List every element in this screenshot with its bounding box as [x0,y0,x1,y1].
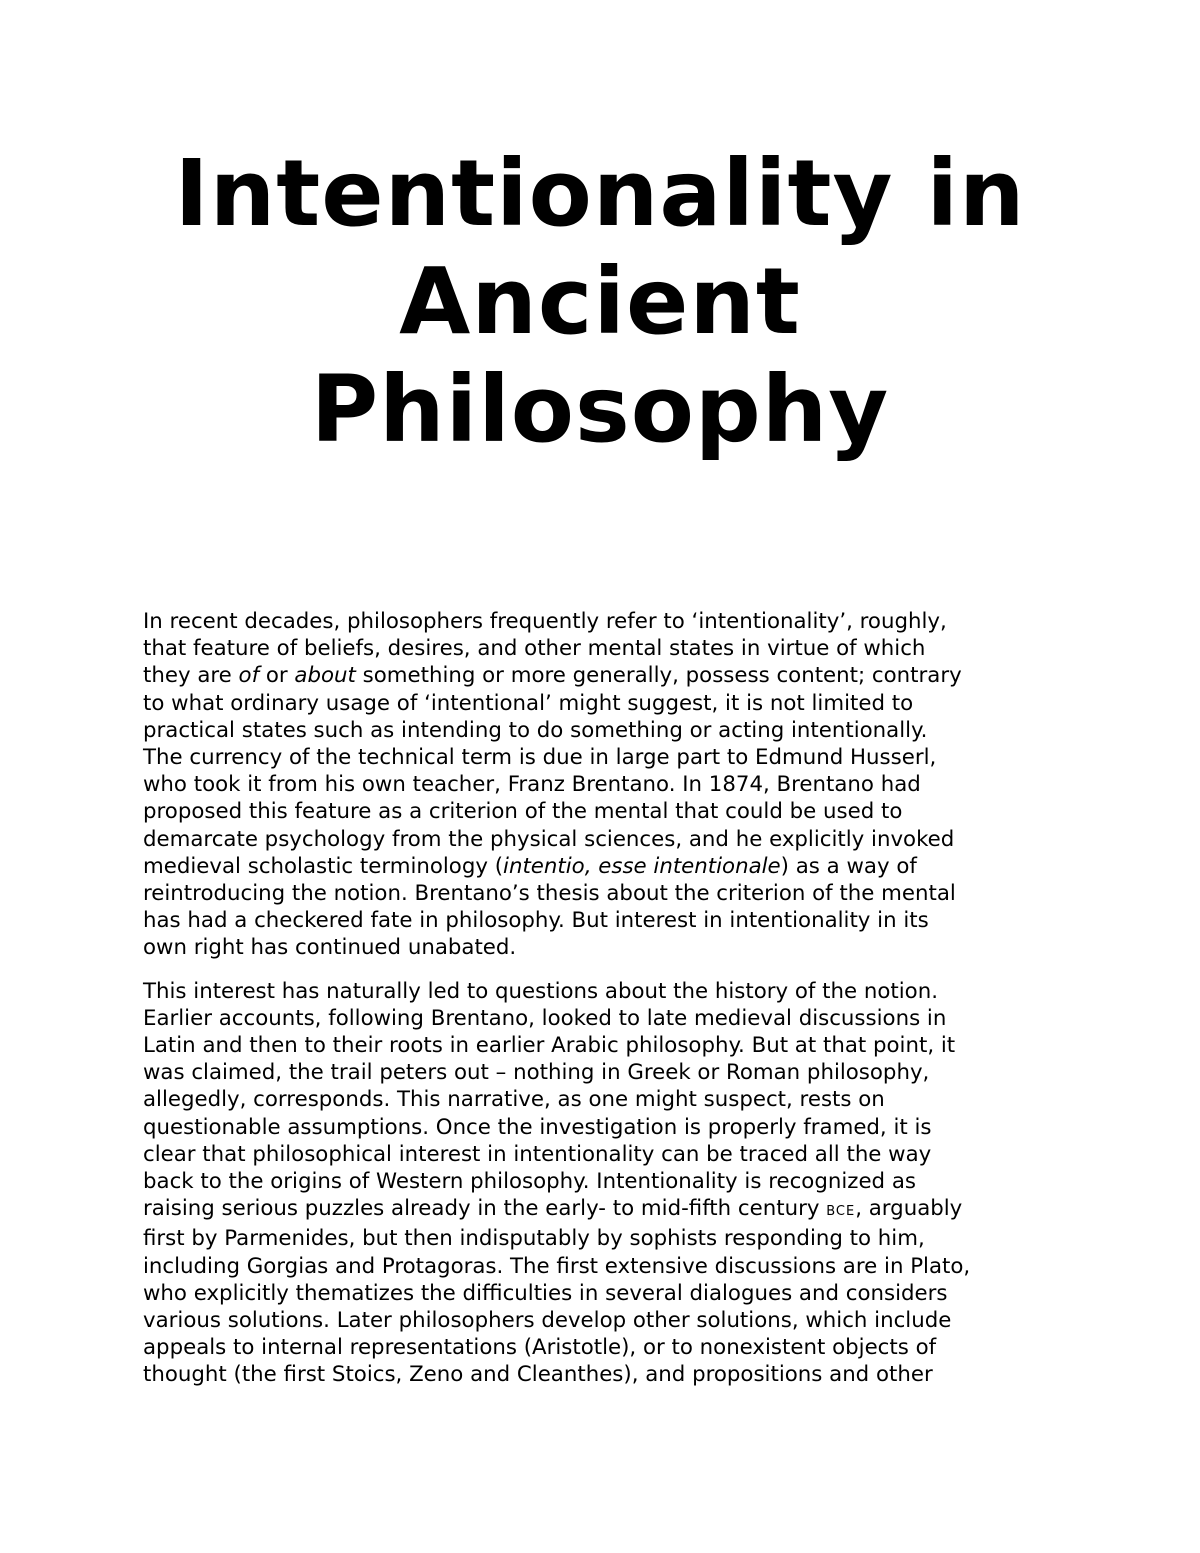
text-line: various solutions. Later philosophers develop other solutions, which include [143,1308,952,1334]
text-line: who explicitly thematizes the difficulties in several dialogues and considers [143,1280,948,1306]
italic-run: intentio, esse intentionale [503,853,781,879]
text-line: Earlier accounts, following Brentano, looked to late medieval discussions in [143,1005,947,1031]
text-run: they are [143,663,239,689]
text-line [143,853,1083,880]
text-line: Latin and then to their roots in earlier Arabic philosophy. But at that point, it [143,1033,956,1059]
text-line: back to the origins of Western philosophy. Intentionality is recognized as [143,1169,916,1195]
text-run: raising serious puzzles already in the early- to mid-fifth century [143,1196,827,1222]
text-run: , arguably [855,1196,963,1222]
text-line: first by Parmenides, but then indisputably by sophists responding to him, [143,1226,925,1252]
text-line: proposed this feature as a criterion of the mental that could be used to [143,799,903,825]
text-line: has had a checkered fate in philosophy. But interest in intentionality in its [143,908,929,934]
paragraph-2 [143,978,1083,1389]
text-line: to what ordinary usage of ‘intentional’ might suggest, it is not limited to [143,690,914,716]
text-line: own right has continued unabated. [143,935,517,961]
document-body [143,608,1083,1389]
text-line: This interest has naturally led to questions about the history of the notion. [143,978,938,1004]
text-line: including Gorgias and Protagoras. The first extensive discussions are in Plato, [143,1253,971,1279]
text-line: In recent decades, philosophers frequently refer to ‘intentionality’, roughly, [143,609,947,634]
italic-run: about [294,663,356,689]
text-line: that feature of beliefs, desires, and other mental states in virtue of which [143,636,926,662]
text-line: clear that philosophical interest in intentionality can be traced all the way [143,1141,932,1167]
small-caps-run: BCE [826,1204,856,1220]
title-line-3: Philosophy [310,356,890,463]
text-line: was claimed, the trail peters out – nothing in Greek or Roman philosophy, [143,1060,930,1086]
text-line: questionable assumptions. Once the investigation is properly framed, it is [143,1114,932,1140]
text-line: reintroducing the notion. Brentano’s thesis about the criterion of the mental [143,881,956,907]
text-line: allegedly, corresponds. This narrative, as one might suspect, rests on [143,1087,885,1113]
title-line-2: Ancient [399,248,801,355]
text-line [143,1195,1083,1225]
title-line-1: Intentionality in [174,140,1026,247]
text-run: or [259,663,295,689]
text-run: medieval scholastic terminology ( [143,853,504,879]
text-run: ) as a way of [780,853,917,879]
text-line: appeals to internal representations (Aristotle), or to nonexistent objects of [143,1335,937,1361]
text-line: who took it from his own teacher, Franz Brentano. In 1874, Brentano had [143,772,921,798]
text-run: something or more generally, possess content; contrary [355,663,962,689]
paragraph-1 [143,608,1083,962]
document-title [100,140,1100,464]
text-line: demarcate psychology from the physical sciences, and he explicitly invoked [143,826,955,852]
text-line [143,662,1083,689]
italic-run: of [238,663,260,689]
text-line: practical states such as intending to do something or acting intentionally. [143,717,928,743]
text-line: The currency of the technical term is due in large part to Edmund Husserl, [143,745,937,771]
text-line: thought (the first Stoics, Zeno and Cleanthes), and propositions and other [143,1362,933,1388]
